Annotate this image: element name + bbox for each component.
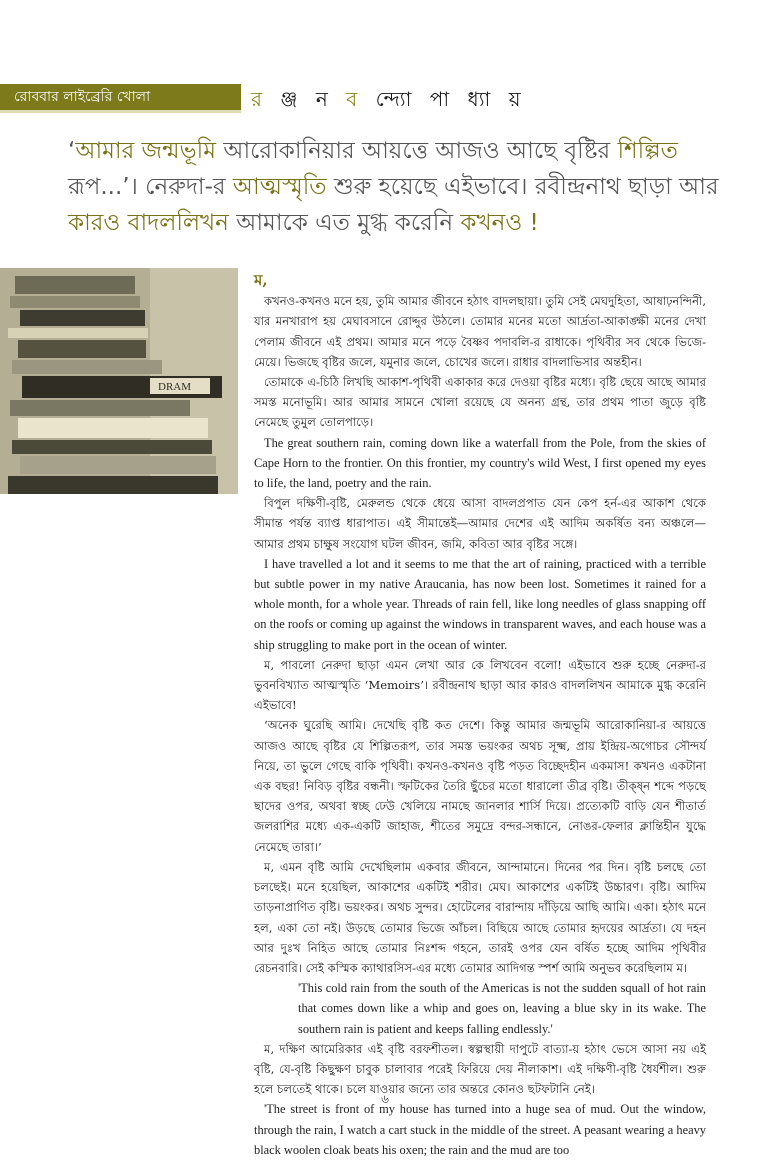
- paragraph: ‘অনেক ঘুরেছি আমি। দেখেছি বৃষ্টি কত দেশে। কিন্তু আমার জন্মভূমি আরোকানিয়া-র আয়ত্তে আজও আছে বৃষ্টির যে শিল্পিতরূপ, তার সমস্ত ভয়ংকর অথচ সূক্ষ্ম, প্রায় ইন্দ্রিয়-অগোচর সৌন্দর্য নিয়ে, তা ভুলে গেছে বাকি পৃথিবী। কখনও-কখনও বৃষ্টি পড়ত বিচ্ছেদহীন একমাস! কখনও একটানা এক বছর! নিবিড় বৃষ্টির বন্ধনী। স্ফটিকের তৈরি ছুঁচের মতো ধারালো তীব্র বৃষ্টি। তীক্ষ্ন শব্দে পড়ছে ছাদের ওপর, অথবা স্বচ্ছ ঢেউ খেলিয়ে নামছে জানলার শার্সি দিয়ে। প্রত্যেকটি বাড়ি যেন শীতার্ত জলরাশির মধ্যে এক-একটি জাহাজ, শীতের সমুদ্রে বন্দর-সন্ধানে, নোঙর-ফেলার ক্লান্তিহীন যুদ্ধে নেমেছে তারা।’: [254, 718, 706, 854]
- pull-quote: ‘আমার জন্মভূমি আরোকানিয়ার আয়ত্তে আজও আছে বৃষ্টির শিল্পিত রূপ...’। নেরুদা-র আত্মস্মৃতি শুরু হয়েছে এইভাবে। রবীন্দ্রনাথ ছাড়া আর কারও বাদললিখন আমাকে এত মুগ্ধ করেনি কখনও !: [68, 138, 719, 236]
- book-stack-photo: [0, 268, 238, 494]
- paragraph: তোমাকে এ-চিঠি লিখছি আকাশ-পৃথিবী একাকার করে দেওয়া বৃষ্টির মধ্যে। বৃষ্টি ছেয়ে আছে আমার সমস্ত মনোভূমি। আর আমার সামনে খোলা রয়েছে যে অনন্য গ্রন্থ, তার প্রথম পাতা জুড়ে বৃষ্টি নেমেছে তুমুল তোলপাড়ে।: [254, 375, 706, 430]
- paragraph: The great southern rain, coming down like a waterfall from the Pole, from the skies of Cape Horn to the frontier. On this frontier, my country's wild West, I first opened my eyes to life, the land, poetry and the rain.: [254, 435, 706, 491]
- block-quote: 'This cold rain from the south of the Americas is not the sudden squall of hot rain that comes down like a whip and goes on, leaving a blue sky in its wake. The southern rain is patient and keeps falling endlessly.': [298, 981, 706, 1036]
- paragraph: কখনও-কখনও মনে হয়, তুমি আমার জীবনে হঠাৎ বাদলছায়া। তুমি সেই মেঘদুহিতা, আষাঢ়নন্দিনী, যার মনখারাপ হয় মেঘাবসানে রোদ্দুর উঠলে। তোমার মনের মতো আর্দ্রতা-আকাঙ্ক্ষী মনের দেখা পেলাম জীবনে এই প্রথম। আমার মনে পড়ে বৈষ্ণব পদাবলি-র রাধাকে। পৃথিবীর সব থেকে ভিজে-মেয়ে। ভিজছে বৃষ্টির জলে, যমুনার জলে, চোখের জলে। রাধার বাদলাভিসার অন্তহীন।: [254, 294, 706, 369]
- book-spine-label: DRAM: [158, 381, 192, 393]
- header-rule: [0, 110, 241, 113]
- book-stack-illustration: [0, 268, 238, 494]
- page-number: ৬: [381, 1092, 389, 1106]
- paragraph: I have travelled a lot and it seems to me that the art of raining, practiced with a terrible but subtle power in my native Araucania, has now been lost. Sometimes it rained for a whole month, for a whole year. Threads of rain fell, like long needles of glass snapping off on the roofs or coming up against the windows in transparent waves, and each house was a ship struggling to make port in the ocean of winter.: [254, 556, 706, 652]
- letter-body: [254, 270, 706, 1160]
- paragraph: ম, পাবলো নেরুদা ছাড়া এমন লেখা আর কে লিখবেন বলো! এইভাবে শুরু হচ্ছে নেরুদা-র ভুবনবিখ্যাত আত্মস্মৃতি ‘Memoirs’। রবীন্দ্রনাথ ছাড়া আর কারও বাদললিখন আমাকে মুগ্ধ করেনি এইভাবে!: [254, 657, 706, 713]
- paragraph: বিপুল দক্ষিণী-বৃষ্টি, মেরুলন্ড থেকে ধেয়ে আসা বাদলপ্রপাত যেন কেপ হর্ন-এর আকাশ থেকে সীমান্ত পর্যন্ত ব্যাপ্ত ধারাপাত। এই সীমান্তেই—আমার দেশের এই আদিম অকর্ষিত বন্য অঞ্চলে—আমার প্রথম চাক্ষুষ সংযোগ ঘটল জীবন, জমি, কবিতা আর বৃষ্টির সঙ্গে।: [254, 496, 706, 551]
- paragraph: ম, দক্ষিণ আমেরিকার এই বৃষ্টি বরফশীতল। স্বল্পস্থায়ী দাপুটে বাত্যা-য় হঠাৎ ভেসে আসা নয় এই বৃষ্টি, যে-বৃষ্টি কিছুক্ষণ চাবুক চালাবার পরেই ফিরিয়ে দেয় নীলাকাশ। এই দক্ষিণী-বৃষ্টি ধৈর্যশীল। শুরু হলে চলতেই থাকে। চলে যাওয়ার জন্যে তার অন্তরে কোনও ছটফটানি নেই।: [254, 1041, 706, 1097]
- paragraph: ম, এমন বৃষ্টি আমি দেখেছিলাম একবার জীবনে, আন্দামানে। দিনের পর দিন। বৃষ্টি চলছে তো চলছেই। মনে হয়েছিল, আকাশের একটিই শরীর। মেঘ। আকাশের একটিই উচ্চারণ। বৃষ্টি। আদিম তাড়নাপ্রাণিত বৃষ্টি। ভয়ংকর। অথচ সুন্দর। হোটেলের বারান্দায় দাঁড়িয়ে আছি আমি। একা। হঠাৎ মনে হল, একা তো নই। উড়ছে তোমার ভিজে আঁচল। বিছিয়ে আছে তোমার হৃদয়ের আর্দ্রতা। যে দহন আর দুঃখ নিহিত আছে তোমার নিঃশব্দ গহনে, তারই ওপর যেন বর্ষিত হচ্ছে আদিম পৃথিবীর রেচনবারি। সেই কস্মিক ক্যাথারসিস-এর মধ্যে তোমার আদিগন্ত স্পর্শ আমি অনুভব করেছিলাম ম।: [254, 859, 706, 975]
- paragraph: 'The street is front of my house has turned into a huge sea of mud. Out the window, through the rain, I watch a cart stuck in the middle of the street. A peasant wearing a heavy black woolen cloak beats his oxen; the rain and the mud are too: [254, 1102, 706, 1157]
- salutation: ম,: [254, 271, 268, 289]
- series-title: রোববার লাইব্রেরি খোলা: [0, 84, 241, 111]
- author-name: র ঞ্জ ন ব ন্দ্যো পা ধ্যা য়: [251, 87, 527, 111]
